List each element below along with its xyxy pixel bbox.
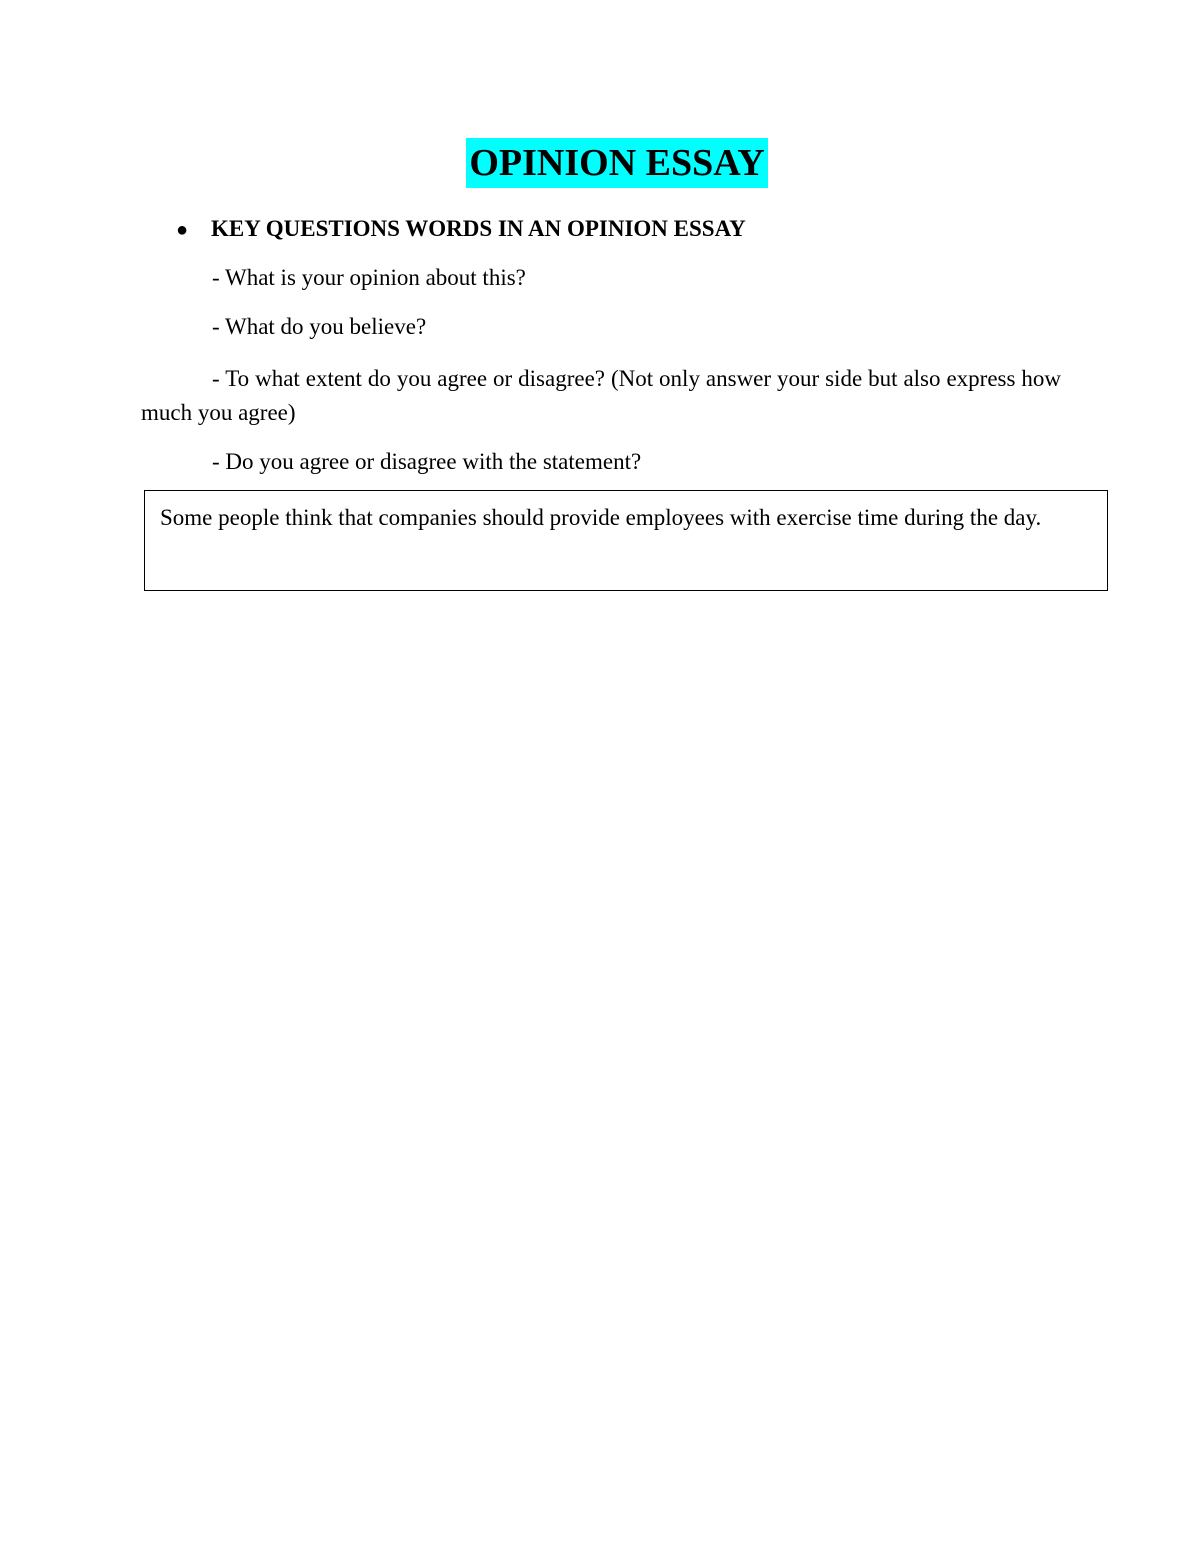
question-item: - Do you agree or disagree with the statement?	[212, 449, 642, 474]
bullet-heading: KEY QUESTIONS WORDS IN AN OPINION ESSAY	[211, 216, 746, 241]
question-item: - To what extent do you agree or disagree? (Not only answer your side but also express how much you agree)	[141, 366, 1061, 425]
statement-box	[144, 490, 1108, 591]
question-item: - What is your opinion about this?	[212, 265, 526, 290]
page-title: OPINION ESSAY	[466, 138, 767, 188]
bullet-heading-row	[176, 214, 746, 245]
statement-text: Some people think that companies should provide employees with exercise time during the day.	[160, 505, 1042, 530]
bullet-icon: ●	[176, 219, 189, 241]
question-item: - What do you believe?	[212, 314, 427, 339]
title-wrap	[0, 138, 1200, 188]
